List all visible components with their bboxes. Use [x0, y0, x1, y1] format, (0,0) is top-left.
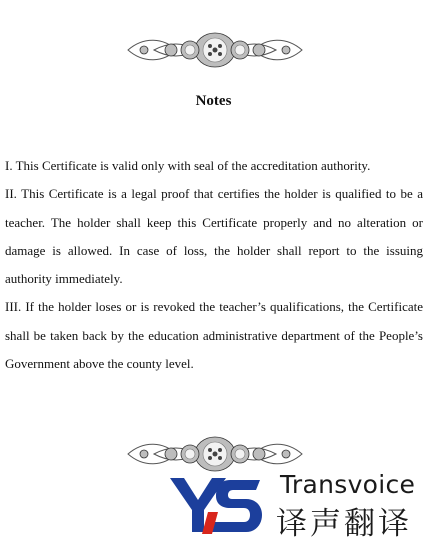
transvoice-logo-icon [168, 474, 264, 536]
brand-name-english: Transvoice [280, 470, 416, 499]
notes-title: Notes [195, 93, 232, 109]
note-item-2: II. This Certificate is a legal proof that certifies the holder is qualified to be a teacher. The holder shall keep this Certificate properly and no alteration or damage is allowed. In case of loss, the holder shall report to the issuing authority immediately. [5, 186, 423, 287]
bottom-jewel-ornament-icon [124, 432, 306, 476]
brand-name-chinese: 译声翻译 [276, 506, 412, 542]
note-item-3: III. If the holder loses or is revoked the teacher’s qualifications, the Certificate shall be taken back by the education administrative department of the People’s Government above the county level. [5, 299, 423, 372]
note-item-1: I. This Certificate is valid only with seal of the accreditation authority. [5, 158, 371, 173]
notes-body [5, 152, 423, 378]
top-jewel-ornament-icon [124, 28, 306, 72]
